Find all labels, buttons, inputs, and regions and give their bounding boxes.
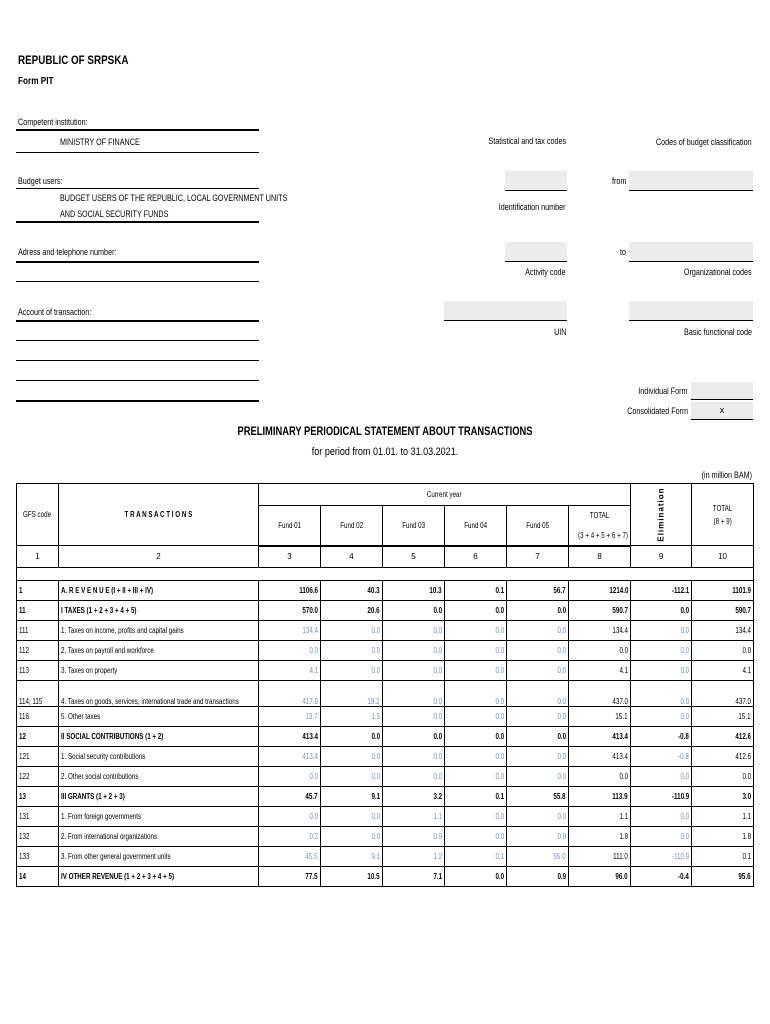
value-cell: 0.0 xyxy=(383,601,445,621)
value-cell: 1.1 xyxy=(692,807,754,827)
value-cell: 0.0 xyxy=(321,727,383,747)
divider xyxy=(16,360,259,361)
value-cell: 0.0 xyxy=(507,807,569,827)
value-cell: 0.0 xyxy=(631,641,692,661)
value-cell: 1.1 xyxy=(383,807,445,827)
value-cell: 0.0 xyxy=(445,641,507,661)
divider xyxy=(16,188,259,189)
id-number-label: Identification number xyxy=(499,202,566,212)
value-cell: 0.0 xyxy=(507,747,569,767)
gfs-code-cell: 116 xyxy=(17,707,59,727)
gfs-code-cell: 14 xyxy=(17,867,59,887)
value-cell: 3.0 xyxy=(692,787,754,807)
value-cell: -110.9 xyxy=(631,847,692,867)
gfs-code-cell: 13 xyxy=(17,787,59,807)
value-cell: 1.5 xyxy=(321,707,383,727)
value-cell: 0.0 xyxy=(631,827,692,847)
value-cell: 0.0 xyxy=(321,641,383,661)
divider xyxy=(691,419,753,420)
value-cell: 0.0 xyxy=(507,641,569,661)
gfs-code-cell: 111 xyxy=(17,621,59,641)
value-cell: 77.5 xyxy=(259,867,321,887)
column-number: 6 xyxy=(445,546,507,568)
value-cell: 134.4 xyxy=(259,621,321,641)
table-row xyxy=(17,681,754,707)
total-formula-header: (3 + 4 + 5 + 6 + 7) xyxy=(569,526,631,546)
table-row xyxy=(17,827,754,847)
value-cell: 20.6 xyxy=(321,601,383,621)
value-cell: 19.2 xyxy=(321,681,383,707)
value-cell: 437.0 xyxy=(692,681,754,707)
value-cell: 45.5 xyxy=(259,847,321,867)
table-row xyxy=(17,807,754,827)
transaction-name-cell: A. R E V E N U E (I + II + III + IV) xyxy=(59,581,259,601)
value-cell: 55.0 xyxy=(507,847,569,867)
gfs-code-cell: 131 xyxy=(17,807,59,827)
divider xyxy=(16,380,259,381)
gfs-code-cell: 122 xyxy=(17,767,59,787)
value-cell: 0.0 xyxy=(321,621,383,641)
column-number: 10 xyxy=(692,546,754,568)
value-cell: 0.0 xyxy=(445,621,507,641)
value-cell: 0.0 xyxy=(445,727,507,747)
value-cell: 0.0 xyxy=(569,767,631,787)
transaction-name-cell: I TAXES (1 + 2 + 3 + 4 + 5) xyxy=(59,601,259,621)
value-cell: 0.0 xyxy=(321,661,383,681)
budget-users-label: Budget users: xyxy=(18,176,63,186)
transaction-name-cell: 1. From foreign governments xyxy=(59,807,259,827)
to-label: to xyxy=(620,247,627,257)
value-cell: 0.0 xyxy=(445,661,507,681)
value-cell: 4.1 xyxy=(259,661,321,681)
basic-func-label: Basic functional code xyxy=(683,327,752,337)
fund05-header: Fund 05 xyxy=(507,506,569,546)
value-cell: 0.8 xyxy=(507,827,569,847)
column-number: 2 xyxy=(59,546,259,568)
statement-period: for period from 01.01. to 31.03.2021. xyxy=(311,446,459,458)
total-header: TOTAL xyxy=(569,506,631,526)
value-cell: 4.1 xyxy=(692,661,754,681)
fund02-header: Fund 02 xyxy=(321,506,383,546)
value-cell: 0.0 xyxy=(507,601,569,621)
value-cell: 437.0 xyxy=(569,681,631,707)
transaction-name-cell: 2. Other social contributions xyxy=(59,767,259,787)
gfs-code-cell: 114; 115 xyxy=(17,681,59,707)
value-cell: 0.0 xyxy=(383,727,445,747)
divider xyxy=(16,129,259,131)
value-cell: 4.1 xyxy=(569,661,631,681)
gfs-code-cell: 133 xyxy=(17,847,59,867)
transaction-name-cell: 2. From international organizations xyxy=(59,827,259,847)
gfs-code-cell: 11 xyxy=(17,601,59,621)
column-number: 8 xyxy=(569,546,631,568)
divider xyxy=(505,190,567,191)
value-cell: 0.0 xyxy=(445,681,507,707)
statement-title: PRELIMINARY PERIODICAL STATEMENT ABOUT TRANSACTIONS xyxy=(237,424,533,438)
transaction-name-cell: III GRANTS (1 + 2 + 3) xyxy=(59,787,259,807)
value-cell: 0.0 xyxy=(445,707,507,727)
value-cell: 1.8 xyxy=(692,827,754,847)
consolidated-form-label: Consolidated Form xyxy=(627,406,688,416)
gfs-code-header: GFS code xyxy=(17,484,59,546)
transaction-name-cell: II SOCIAL CONTRIBUTIONS (1 + 2) xyxy=(59,727,259,747)
value-cell: 0.0 xyxy=(383,767,445,787)
consolidated-mark: x xyxy=(719,405,725,415)
value-cell: 1106.6 xyxy=(259,581,321,601)
value-cell: 0.0 xyxy=(259,767,321,787)
column-number: 9 xyxy=(631,546,692,568)
unit-label: (in million BAM) xyxy=(701,470,752,480)
divider xyxy=(629,320,753,321)
divider xyxy=(16,400,259,402)
table-row xyxy=(17,641,754,661)
value-cell: -0.8 xyxy=(631,727,692,747)
value-cell: 0.0 xyxy=(631,681,692,707)
table-row xyxy=(17,867,754,887)
column-number: 7 xyxy=(507,546,569,568)
value-cell: 1.8 xyxy=(569,827,631,847)
divider xyxy=(629,190,753,191)
value-cell: 0.9 xyxy=(383,827,445,847)
value-cell: 1101.9 xyxy=(692,581,754,601)
value-cell: 0.0 xyxy=(631,601,692,621)
republic-title: REPUBLIC OF SRPSKA xyxy=(18,53,129,67)
activity-code-label: Activity code xyxy=(525,267,566,277)
functional-code-field[interactable] xyxy=(629,301,753,320)
value-cell: 0.0 xyxy=(507,727,569,747)
value-cell: 0.1 xyxy=(445,847,507,867)
transaction-name-cell: 1. Taxes on income, profits and capital gains xyxy=(59,621,259,641)
value-cell: 10.3 xyxy=(383,581,445,601)
transaction-name-cell: 2. Taxes on payroll and workforce xyxy=(59,641,259,661)
column-number: 4 xyxy=(321,546,383,568)
value-cell: 15.1 xyxy=(569,707,631,727)
fund03-header: Fund 03 xyxy=(383,506,445,546)
uin-label: UIN xyxy=(553,327,566,337)
value-cell: 0.0 xyxy=(507,621,569,641)
transactions-header: T R A N S A C T I O N S xyxy=(59,484,259,546)
value-cell: 413.4 xyxy=(259,727,321,747)
value-cell: 0.0 xyxy=(507,707,569,727)
table-row xyxy=(17,601,754,621)
value-cell: 0.0 xyxy=(383,707,445,727)
value-cell: 113.9 xyxy=(569,787,631,807)
value-cell: 0.0 xyxy=(631,807,692,827)
value-cell: 9.1 xyxy=(321,847,383,867)
table-row xyxy=(17,621,754,641)
value-cell: 96.0 xyxy=(569,867,631,887)
value-cell: 0.0 xyxy=(631,661,692,681)
divider xyxy=(16,281,259,282)
value-cell: 590.7 xyxy=(569,601,631,621)
transaction-name-cell: IV OTHER REVENUE (1 + 2 + 3 + 4 + 5) xyxy=(59,867,259,887)
value-cell: -0.8 xyxy=(631,747,692,767)
gfs-code-cell: 1 xyxy=(17,581,59,601)
divider xyxy=(16,340,259,341)
divider xyxy=(16,320,259,322)
stat-code-field[interactable] xyxy=(505,171,567,190)
value-cell: 10.5 xyxy=(321,867,383,887)
value-cell: 0.0 xyxy=(383,621,445,641)
form-name: Form PIT xyxy=(18,76,54,87)
value-cell: 134.4 xyxy=(569,621,631,641)
value-cell: 0.0 xyxy=(631,621,692,641)
account-label: Account of transaction: xyxy=(18,307,92,317)
divider xyxy=(16,261,259,263)
table-row xyxy=(17,661,754,681)
value-cell: 0.0 xyxy=(631,767,692,787)
value-cell: 0.0 xyxy=(383,747,445,767)
individual-form-label: Individual Form xyxy=(638,386,688,396)
value-cell: 0.0 xyxy=(692,767,754,787)
budget-users-line2: AND SOCIAL SECURITY FUNDS xyxy=(60,209,169,219)
value-cell: 0.0 xyxy=(507,681,569,707)
value-cell: 45.7 xyxy=(259,787,321,807)
table-row xyxy=(17,581,754,601)
value-cell: 0.0 xyxy=(445,867,507,887)
value-cell: 0.0 xyxy=(507,661,569,681)
transaction-name-cell: 3. From other general government units xyxy=(59,847,259,867)
value-cell: 0.1 xyxy=(445,581,507,601)
value-cell: 0.1 xyxy=(692,847,754,867)
value-cell: 0.0 xyxy=(259,807,321,827)
value-cell: 0.0 xyxy=(569,641,631,661)
value-cell: 55.8 xyxy=(507,787,569,807)
value-cell: 412.6 xyxy=(692,747,754,767)
competent-label: Competent institution: xyxy=(18,117,88,127)
divider xyxy=(629,261,753,262)
fund04-header: Fund 04 xyxy=(445,506,507,546)
competent-value: MINISTRY OF FINANCE xyxy=(60,137,140,147)
table-row xyxy=(17,747,754,767)
column-number: 3 xyxy=(259,546,321,568)
value-cell: 0.0 xyxy=(445,601,507,621)
value-cell: 0.0 xyxy=(445,767,507,787)
value-cell: 417.9 xyxy=(259,681,321,707)
fund01-header: Fund 01 xyxy=(259,506,321,546)
value-cell: 3.2 xyxy=(383,787,445,807)
divider xyxy=(691,399,753,400)
gfs-code-cell: 113 xyxy=(17,661,59,681)
value-cell: 570.0 xyxy=(259,601,321,621)
current-year-header: Current year xyxy=(259,484,631,506)
value-cell: 1.1 xyxy=(569,807,631,827)
individual-form-field[interactable] xyxy=(691,382,753,399)
value-cell: 413.4 xyxy=(569,727,631,747)
value-cell: 13.7 xyxy=(259,707,321,727)
value-cell: -110.9 xyxy=(631,787,692,807)
value-cell: 0.0 xyxy=(445,747,507,767)
value-cell: 111.0 xyxy=(569,847,631,867)
value-cell: 0.0 xyxy=(507,767,569,787)
value-cell: 15.1 xyxy=(692,707,754,727)
value-cell: 0.0 xyxy=(383,641,445,661)
value-cell: 7.1 xyxy=(383,867,445,887)
table-row xyxy=(17,727,754,747)
transaction-name-cell: 4. Taxes on goods, services, international trade and transactions xyxy=(59,681,259,707)
value-cell: 0.0 xyxy=(692,641,754,661)
address-label: Adress and telephone number: xyxy=(18,247,117,257)
gfs-code-cell: 132 xyxy=(17,827,59,847)
uin-field[interactable] xyxy=(444,301,567,320)
budget-codes-label: Codes of budget classification xyxy=(656,137,752,147)
column-number: 5 xyxy=(383,546,445,568)
value-cell: 0.0 xyxy=(445,827,507,847)
divider xyxy=(16,221,259,223)
value-cell: 1.2 xyxy=(383,847,445,867)
value-cell: 56.7 xyxy=(507,581,569,601)
value-cell: -0.4 xyxy=(631,867,692,887)
divider xyxy=(505,261,567,262)
gfs-code-cell: 121 xyxy=(17,747,59,767)
transaction-name-cell: 1. Social security contributions xyxy=(59,747,259,767)
gfs-code-cell: 12 xyxy=(17,727,59,747)
value-cell: 0.0 xyxy=(259,641,321,661)
table-row xyxy=(17,787,754,807)
value-cell: 0.0 xyxy=(383,661,445,681)
transaction-name-cell: 5. Other taxes xyxy=(59,707,259,727)
table-row xyxy=(17,767,754,787)
total2-header: TOTAL (8 + 9) xyxy=(692,484,754,546)
value-cell: 590.7 xyxy=(692,601,754,621)
gfs-code-cell: 112 xyxy=(17,641,59,661)
elimination-header: Elimination xyxy=(631,484,692,546)
column-number: 1 xyxy=(17,546,59,568)
value-cell: 0.0 xyxy=(321,827,383,847)
value-cell: 0.0 xyxy=(321,747,383,767)
table-row xyxy=(17,847,754,867)
value-cell: 0.1 xyxy=(445,787,507,807)
value-cell: 413.4 xyxy=(259,747,321,767)
budget-users-line1: BUDGET USERS OF THE REPUBLIC, LOCAL GOVERNMENT UNITS xyxy=(60,193,288,203)
transactions-table xyxy=(16,483,754,887)
value-cell: 134.4 xyxy=(692,621,754,641)
value-cell: 1214.0 xyxy=(569,581,631,601)
to-field[interactable] xyxy=(629,242,753,261)
value-cell: 40.3 xyxy=(321,581,383,601)
transaction-name-cell: 3. Taxes on property xyxy=(59,661,259,681)
value-cell: 0.9 xyxy=(507,867,569,887)
value-cell: 0.0 xyxy=(383,681,445,707)
from-field[interactable] xyxy=(629,171,753,190)
value-cell: 0.2 xyxy=(259,827,321,847)
value-cell: 412.6 xyxy=(692,727,754,747)
value-cell: 413.4 xyxy=(569,747,631,767)
value-cell: 0.0 xyxy=(445,807,507,827)
stat-codes-label: Statistical and tax codes xyxy=(488,136,566,146)
from-label: from xyxy=(612,176,627,186)
value-cell: 0.0 xyxy=(321,807,383,827)
value-cell: 0.0 xyxy=(631,707,692,727)
value-cell: 9.1 xyxy=(321,787,383,807)
org-codes-label: Organizational codes xyxy=(684,267,752,277)
value-cell: 95.6 xyxy=(692,867,754,887)
divider xyxy=(444,320,567,321)
divider xyxy=(16,152,259,153)
value-cell: 0.0 xyxy=(321,767,383,787)
value-cell: -112.1 xyxy=(631,581,692,601)
table-row xyxy=(17,707,754,727)
activity-code-field[interactable] xyxy=(505,242,567,261)
